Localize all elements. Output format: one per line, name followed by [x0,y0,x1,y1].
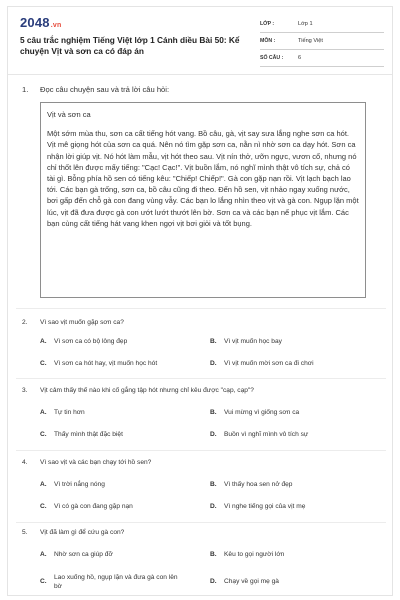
option-text: Vì sơn ca hót hay, vịt muốn học hót [54,360,158,367]
question-number: 4. [22,459,28,466]
option-text: Nhờ sơn ca giúp đỡ [54,551,113,558]
option-letter: D. [210,503,217,510]
meta-grade-value: Lớp 1 [298,21,313,27]
option-text: Chạy về gọi mẹ gà [224,578,279,585]
option-letter: D. [210,431,217,438]
option-text: Vì nghe tiếng gọi của vịt mẹ [224,503,306,510]
question-text: Vì sao vịt và các bạn chạy tới hồ sen? [40,459,152,466]
option-letter: C. [40,431,47,438]
document-title: 5 câu trắc nghiệm Tiếng Việt lớp 1 Cánh diều Bài 50: Kể chuyện Vịt và sơn ca có đáp án [20,35,240,56]
meta-info [260,19,384,70]
option-text: Vì vịt muốn mời sơn ca đi chơi [224,360,314,367]
question-divider [16,450,386,451]
meta-count [260,53,384,67]
meta-subject [260,36,384,50]
question-number: 2. [22,319,28,326]
question-divider [16,308,386,309]
passage-body: Một sớm mùa thu, sơn ca cất tiếng hót vang. Bồ câu, gà, vịt say sưa lắng nghe sơn ca hót. Vịt mê giọng hót của sơn ca quá. Nên nó tìm gặp sơn ca, nằn nì nhờ sơn ca dạy hót. Sơn ca nhận lời giúp vịt. Nó hót làm mẫu, vịt hót theo sau. Vịt nín thở, ưỡn ngực, vươn cổ, nhưng nó chỉ thốt lên được mấy tiếng: "Cạc! Cạc!". Vịt buồn lắm, nó nghĩ mình thật vô tích sự, chả có tài gì. Bỗng phía hồ sen có tiếng kêu: "Chiếp! Chiếp!". Gà con gặp nạn rồi. Vịt lạch bạch lao tới. Các bạn gà trống, sơn ca, bồ câu cũng đi theo. Đến hồ sen, vịt nhảo ngay xuống nước, bơi gấp đến chỗ gà con đang vùng vẫy. Các bạn lo lắng nhìn theo vịt và gà con. Ngụp lặn một lúc, vịt đã đưa được gà con ướt lướt thướt lên bờ. Sơn ca và các bạn nể phục vịt lắm. Các bạn cùng cất tiếng hát vang khen ngợi vịt bơi giỏi và tốt bụng. [47,129,359,228]
option-letter: A. [40,409,47,416]
option-text: Lao xuống hồ, ngụp lặn và đưa gà con lên bờ [54,574,178,590]
option-letter: B. [210,481,217,488]
question-number: 5. [22,529,28,536]
logo-main: 2048 [20,15,50,30]
option-text: Tự tin hơn [54,409,85,416]
passage-title: Vịt và sơn ca [47,110,91,119]
option-letter: A. [40,481,47,488]
question-text: Vì sao vịt muốn gặp sơn ca? [40,319,124,326]
question-text: Đọc câu chuyện sau và trả lời câu hỏi: [40,85,170,94]
option-letter: C. [40,503,47,510]
meta-grade-label: LỚP : [260,21,275,27]
option-letter: A. [40,338,47,345]
option-text: Vì có gà con đang gặp nạn [54,503,133,510]
site-logo[interactable] [20,15,61,30]
header-divider [8,74,392,75]
meta-count-value: 6 [298,55,302,61]
option-text: Vì vịt muốn học bay [224,338,282,345]
option-letter: B. [210,338,217,345]
option-text: Kêu to gọi người lớn [224,551,285,558]
question-text: Vịt cảm thấy thế nào khi cố gắng tập hót nhưng chỉ kêu được "cạp, cạp"? [40,387,254,394]
question-divider [16,522,386,523]
story-passage [40,102,366,298]
meta-grade [260,19,384,33]
question-text: Vịt đã làm gì để cứu gà con? [40,529,125,536]
option-text: Vì thấy hoa sen nở đẹp [224,481,293,488]
option-text: Vì trời nắng nóng [54,481,105,488]
worksheet-page [7,6,393,596]
option-text: Thấy mình thật đặc biệt [54,431,123,438]
meta-subject-value: Tiếng Việt [298,38,323,44]
meta-subject-label: MÔN : [260,38,276,44]
option-text: Vui mừng vì giống sơn ca [224,409,300,416]
worksheet-header [8,7,392,67]
question-divider [16,378,386,379]
option-letter: C. [40,578,47,585]
logo-tld: .vn [50,22,62,29]
option-letter: B. [210,409,217,416]
option-letter: C. [40,360,47,367]
question-number: 1. [22,85,29,94]
option-text: Buồn vì nghĩ mình vô tích sự [224,431,309,438]
option-letter: D. [210,360,217,367]
option-letter: D. [210,578,217,585]
option-text: Vì sơn ca có bộ lông đẹp [54,338,128,345]
option-letter: A. [40,551,47,558]
option-letter: B. [210,551,217,558]
meta-count-label: SỐ CÂU : [260,55,284,61]
question-number: 3. [22,387,28,394]
